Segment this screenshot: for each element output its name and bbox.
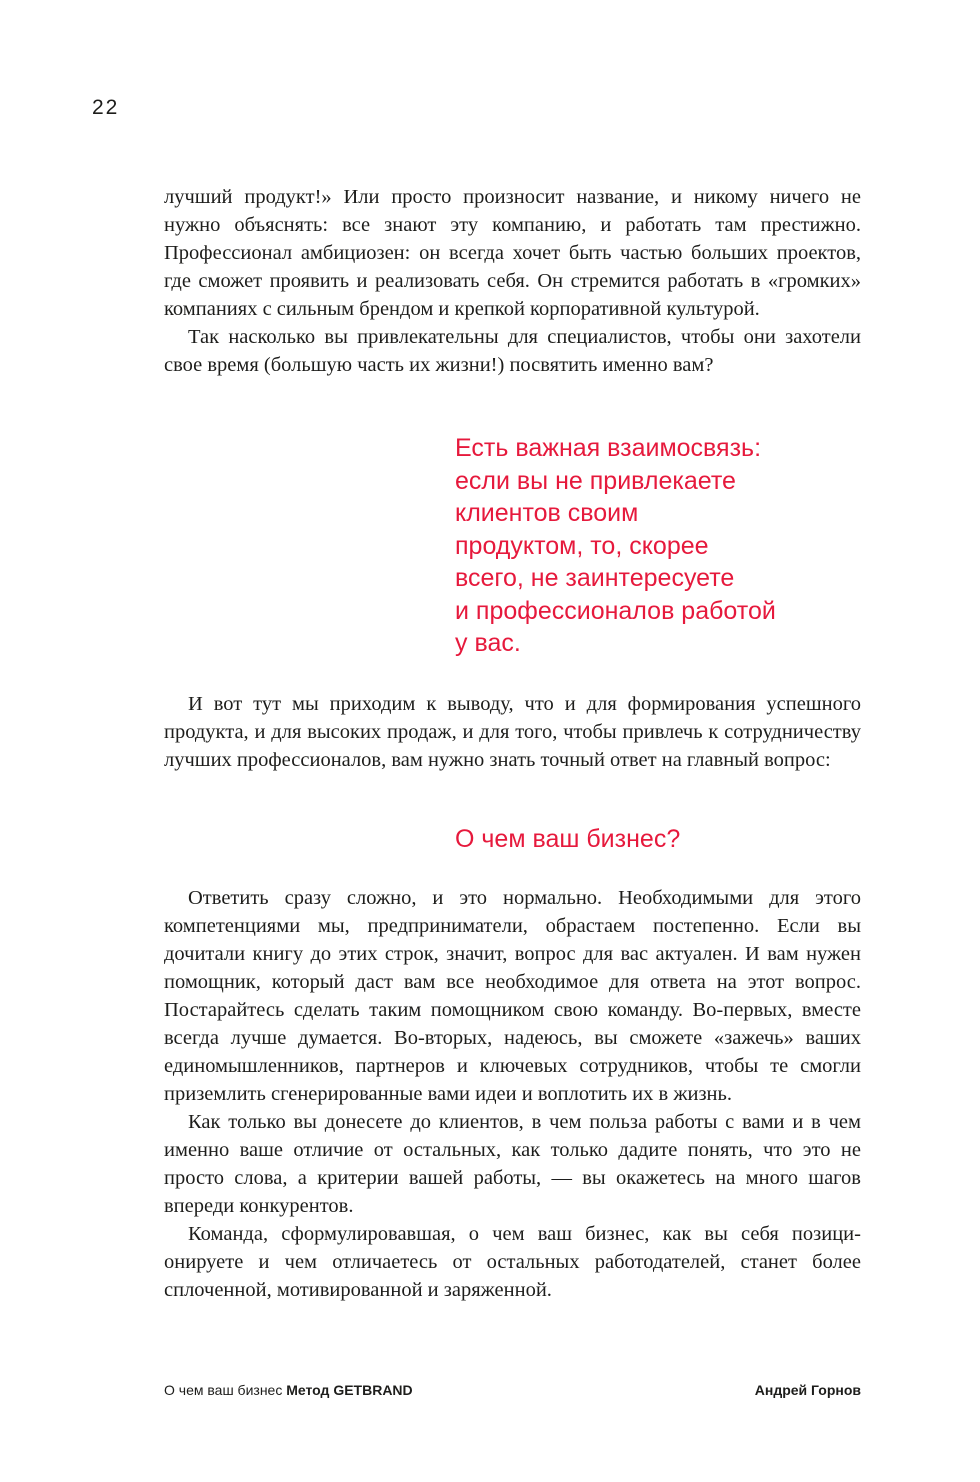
- paragraph: Как только вы донесете до клиентов, в чем польза работы с вами и в чем именно ваше отличие от остальных, как только дадите понять, что это не просто слова, а критерии вашей работы, — вы окажетесь на много шагов впереди конкурентов.: [164, 1111, 861, 1217]
- pull-quote: [455, 432, 855, 660]
- text-block-intro: [164, 183, 861, 379]
- text-block-answer: [164, 884, 861, 1304]
- pull-quote-line: если вы не привлекаете: [455, 466, 736, 495]
- paragraph: Команда, сформулировавшая, о чем ваш бизнес, как вы себя позиционируете и чем отличаетесь от остальных работодателей, станет более сплоченной, мотивированной и заряженной.: [164, 1223, 861, 1301]
- key-question-heading: О чем ваш бизнес?: [455, 825, 681, 853]
- footer-method: Метод GETBRAND: [286, 1382, 413, 1398]
- pull-quote-line: продуктом, то, скорее: [455, 531, 709, 560]
- pull-quote-line: и профессионалов работой: [455, 596, 776, 625]
- footer-book-title: О чем ваш бизнес: [164, 1382, 283, 1398]
- paragraph: Ответить сразу сложно, и это нормально. Необходимыми для этого компетенциями мы, предприниматели, обрастаем постепенно. Если вы дочитали книгу до этих строк, значит, вопрос для вас актуален. И вам нужен помощник, который даст вам все необходимое для ответа на этот вопрос. Постарайтесь сделать таким помощником свою команду. Во-первых, вместе всегда лучше думается. Во-вторых, надеюсь, вы сможете «зажечь» ваших единомышленников, партнеров и ключевых сотрудников, чтобы те смогли приземлить сгенерированные вами идеи и воплотить их в жизнь.: [164, 887, 861, 1105]
- paragraph: лучший продукт!» Или просто произносит название, и никому ничего не нужно объяснять: все знают эту компанию, и работать там престижно. Профессионал амбициозен: он всегда хочет быть частью больших проектов, где сможет проявить и реализовать себя. Он стремится работать в «громких» компаниях с сильным брендом и крепкой корпоративной культурой.: [164, 186, 861, 320]
- pull-quote-line: Есть важная взаимосвязь:: [455, 434, 762, 462]
- pull-quote-line: всего, не заинтересуете: [455, 564, 735, 592]
- text-block-conclusion: [164, 690, 861, 774]
- paragraph: Так насколько вы привлекательны для специалистов, чтобы они захотели свое время (большую часть их жизни!) посвятить именно вам?: [164, 326, 861, 376]
- paragraph: И вот тут мы приходим к выводу, что и для формирования успешного продукта, и для высоких продаж, и для того, чтобы привлечь к сотрудничеству лучших профессионалов, вам нужно знать точный ответ на главный вопрос:: [164, 693, 861, 771]
- footer-author: Андрей Горнов: [754, 1382, 861, 1398]
- pull-quote-line: у вас.: [455, 629, 521, 657]
- pull-quote-line: клиентов своим: [455, 499, 639, 527]
- footer-book-info: [164, 1382, 413, 1398]
- page-number: 22: [92, 96, 120, 119]
